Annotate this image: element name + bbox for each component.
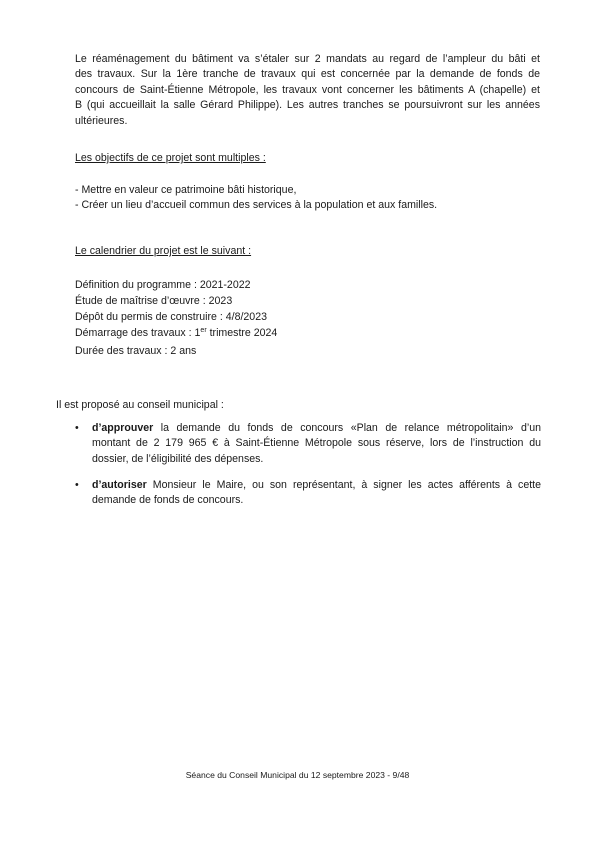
intro-line: B (qui accueillait la salle Gérard Philippe). Les autres tranches se poursuivront sur les années: [75, 99, 540, 112]
authorize-keyword: d’autoriser: [92, 479, 147, 491]
authorize-line1: Monsieur le Maire, ou son représentant, à signer les actes afférents à cette: [146, 479, 541, 491]
bullet-icon: •: [75, 422, 79, 434]
proposal-item-text: [92, 478, 541, 509]
authorize-line2: demande de fonds de concours.: [92, 494, 244, 507]
proposal-line: [92, 478, 541, 493]
proposal-line: [92, 421, 541, 436]
list-item: - Créer un lieu d’accueil commun des services à la population et aux familles.: [75, 199, 438, 212]
start-prefix: Démarrage des travaux : 1: [75, 327, 201, 339]
approve-line1: la demande du fonds de concours «Plan de relance métropolitain» d’un: [153, 422, 541, 434]
objectives-list: [75, 183, 437, 214]
list-item: Définition du programme : 2021-2022: [75, 279, 251, 291]
list-item: Étude de maîtrise d’œuvre : 2023: [75, 295, 233, 307]
list-item-start: [75, 325, 277, 343]
proposal-item-text: [92, 421, 541, 467]
approve-keyword: d’approuver: [92, 422, 154, 434]
list-item: - Mettre en valeur ce patrimoine bâti historique,: [75, 184, 297, 196]
bullet-icon: •: [75, 479, 79, 491]
intro-line: Le réaménagement du bâtiment va s’étaler sur 2 mandats au regard de l’ampleur du bâti et: [75, 53, 540, 65]
calendar-list: [75, 277, 277, 359]
intro-paragraph: [75, 52, 540, 129]
page-footer: Séance du Conseil Municipal du 12 septembre 2023 - 9/48: [185, 770, 410, 780]
start-superscript: er: [200, 327, 207, 334]
objectives-heading: Les objectifs de ce projet sont multiples :: [75, 152, 266, 164]
start-suffix: trimestre 2024: [206, 327, 278, 339]
approve-line2: montant de 2 179 965 € à Saint-Étienne Métropole sous réserve, lors de l’instruction du: [92, 437, 541, 450]
proposal-intro: Il est proposé au conseil municipal :: [56, 399, 224, 411]
approve-line3: dossier, de l’éligibilité des dépenses.: [92, 452, 264, 465]
intro-line: concours de Saint-Étienne Métropole, les travaux vont concerner les bâtiments A (chapelle) et: [75, 83, 540, 96]
list-item: Durée des travaux : 2 ans: [75, 345, 197, 357]
list-item: Dépôt du permis de construire : 4/8/2023: [75, 311, 267, 323]
intro-line: des travaux. Sur la 1ère tranche de travaux qui est concernée par la demande de fonds de: [75, 68, 540, 81]
intro-line: ultérieures.: [75, 114, 128, 127]
calendar-heading: Le calendrier du projet est le suivant :: [75, 245, 252, 257]
